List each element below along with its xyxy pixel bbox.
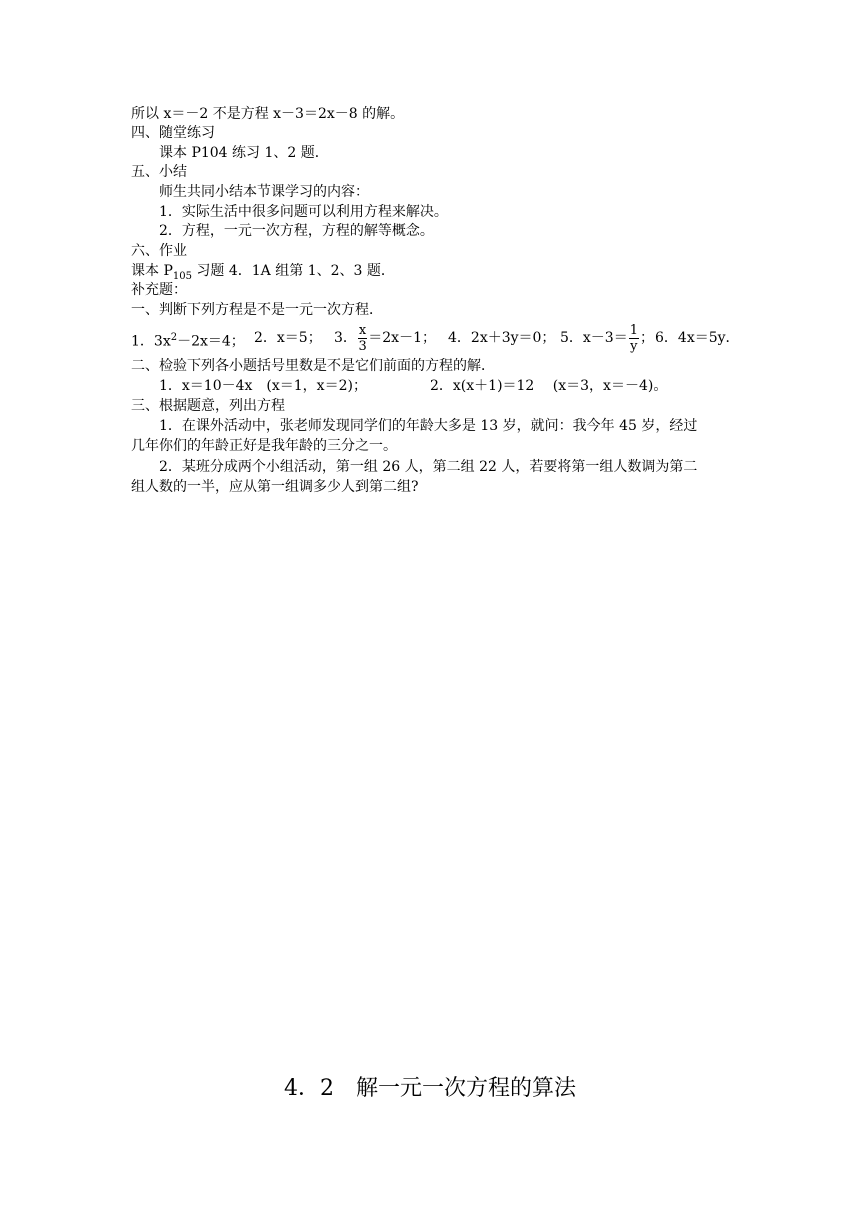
homework-text-part2: 习题 4．1A 组第 1、2、3 题． (191, 263, 395, 279)
summary-item-2: 2．方程，一元一次方程，方程的解等概念。 (159, 223, 434, 239)
fraction-numerator: 1 (629, 322, 638, 338)
fraction-1-over-y (629, 323, 639, 354)
practice-text: 课本 P104 练习 1、2 题． (159, 145, 329, 161)
fraction-numerator: x (358, 322, 367, 338)
section-title-homework: 六、作业 (131, 243, 187, 259)
equation-5 (560, 312, 654, 364)
homework-text-part1: 课本 P (131, 263, 173, 279)
equation-1-exponent: 2 (170, 332, 178, 343)
equation-1 (131, 329, 245, 351)
question-3-title: 三、根据题意，列出方程 (131, 398, 285, 414)
equation-6: 6．4x＝5y． (655, 330, 740, 346)
question-3-item-1-line1: 1．在课外活动中，张老师发现同学们的年龄大多是 13 岁，就问：我今年 45 岁，经过 (159, 418, 698, 434)
summary-item-1: 1．实际生活中很多问题可以利用方程来解决。 (159, 204, 448, 220)
equation-3-part1: 3． (334, 330, 357, 346)
question-3-item-1-line2: 几年你们的年龄正好是我年龄的三分之一。 (131, 438, 397, 454)
equation-2: 2．x＝5； (254, 330, 322, 346)
fraction-denominator: y (630, 338, 638, 354)
conclusion-line: 所以 x＝－2 不是方程 x－3＝2x－8 的解。 (131, 106, 405, 122)
section-heading: 4．2 解一元一次方程的算法 (284, 1076, 576, 1101)
equation-1-part2: －2x＝4； (177, 333, 245, 350)
equation-5-part1: 5．x－3＝ (560, 330, 628, 346)
question-1-title: 一、判断下列方程是不是一元一次方程． (131, 302, 383, 318)
question-3-item-2-line1: 2．某班分成两个小组活动，第一组 26 人，第二组 22 人，若要将第一组人数调为第二 (159, 459, 698, 475)
question-2-item-1: 1．x＝10－4x (x＝1，x＝2)； (159, 378, 367, 394)
equation-4: 4．2x＋3y＝0； (448, 330, 556, 346)
supplement-title: 补充题： (131, 282, 187, 298)
section-title-practice: 四、随堂练习 (131, 125, 215, 141)
equation-1-part1: 1．3x (131, 333, 171, 350)
fraction-x-over-3 (358, 323, 367, 354)
section-title-summary: 五、小结 (131, 164, 187, 180)
question-2-item-2: 2．x(x＋1)＝12 (x＝3，x＝－4)。 (430, 378, 668, 394)
summary-intro: 师生共同小结本节课学习的内容： (159, 184, 369, 200)
question-3-item-2-line2: 组人数的一半，应从第一组调多少人到第二组? (131, 479, 419, 495)
equation-5-part2: ； (640, 330, 654, 346)
question-2-title: 二、检验下列各小题括号里数是不是它们前面的方程的解． (131, 358, 495, 374)
fraction-denominator: 3 (358, 338, 367, 354)
equation-3-part2: ＝2x－1； (368, 330, 436, 346)
homework-page-subscript: 105 (172, 270, 192, 282)
